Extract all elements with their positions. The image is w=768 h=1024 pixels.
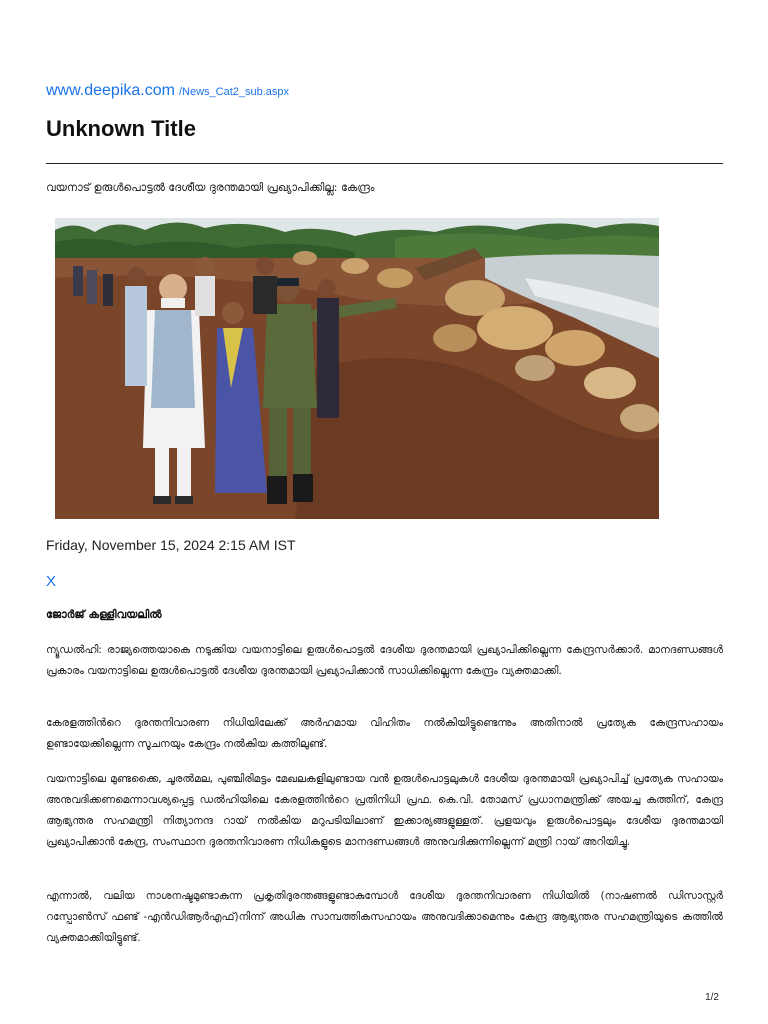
article-paragraph: വയനാട്ടിലെ മുണ്ടക്കൈ, ചൂരൽമല, പുഞ്ചിരിമട്ടം മേഖലകളിലുണ്ടായ വൻ ഉരുൾപൊട്ടലുകൾ ദേശീയ ദുരന്തമായി പ്രഖ്യാപിച്ച് പ്രത്യേക സഹായം അനുവദിക്കണമെന്നാവശ്യപ്പെട്ട ഡൽഹിയിലെ കേരളത്തിൻറെ പ്രതിനിധി പ്രഫ. കെ.വി. തോമസ് പ്രധാനമന്ത്രിക്ക് അയച്ച കത്തിന്, കേന്ദ്ര ആഭ്യന്തര സഹമന്ത്രി നിത്യാനന്ദ റായ് നൽകിയ മറുപടിയിലാണ് ഇക്കാര്യങ്ങളുള്ളത്. പ്രളയവും ഉരുൾപൊട്ടലും ദേശീയ ദുരന്തമായി പ്രഖ്യാപിക്കാൻ കേന്ദ്ര, സംസ്ഥാന ദുരന്തനിവാരണ നിധികളുടെ മാനദണ്ഡങ്ങൾ അനുവദിക്കുന്നില്ലെന്ന് മന്ത്രി റായ് അറിയിച്ചു.: [46, 773, 723, 848]
news-photo: [55, 218, 659, 519]
source-line: [46, 82, 289, 100]
site-link[interactable]: www.deepika.com: [46, 82, 175, 99]
title-divider: [46, 163, 723, 164]
article-byline: ജോർജ് കള്ളിവയലിൽ: [46, 608, 162, 621]
page-number: 1/2: [705, 992, 719, 1003]
article-paragraph: കേരളത്തിൻറെ ദുരന്തനിവാരണ നിധിയിലേക്ക് അർഹമായ വിഹിതം നൽകിയിട്ടുണ്ടെന്നും അതിനാൽ പ്രത്യേക കേന്ദ്രസഹായം ഉണ്ടായേക്കില്ലെന്ന സൂചനയും കേന്ദ്രം നൽകിയ കത്തിലുണ്ട്.: [46, 717, 723, 750]
article-dateline: Friday, November 15, 2024 2:15 AM IST: [46, 537, 296, 553]
photo-illustration: [55, 218, 659, 519]
article-paragraph: എന്നാൽ, വലിയ നാശനഷ്ടമുണ്ടാകുന്ന പ്രകൃതിദുരന്തങ്ങളുണ്ടാകുമ്പോൾ ദേശീയ ദുരന്തനിവാരണ നിധിയിൽ (നാഷണൽ ഡിസാസ്റ്റർ റസ്പോൺസ് ഫണ്ട് -എൻഡിആർഎഫ്)നിന്ന് അധിക സാമ്പത്തികസഹായം അനുവദിക്കാമെന്നും കേന്ദ്ര ആഭ്യന്തര സഹമന്ത്രിയുടെ കത്തിൽ വ്യക്തമാക്കിയിട്ടുണ്ട്.: [46, 890, 723, 944]
article-paragraph: ന്യൂഡൽഹി: രാജ്യത്തെയാകെ നടുക്കിയ വയനാട്ടിലെ ഉരുൾപൊട്ടൽ ദേശീയ ദുരന്തമായി പ്രഖ്യാപിക്കില്ലെന്ന കേന്ദ്രസർക്കാർ. മാനദണ്ഡങ്ങൾ പ്രകാരം വയനാട്ടിലെ ഉരുൾപൊട്ടൽ ദേശീയ ദുരന്തമായി പ്രഖ്യാപിക്കാൻ സാധിക്കില്ലെന്ന കേന്ദ്രം വ്യക്തമാക്കി.: [46, 644, 723, 677]
x-share-link[interactable]: X: [46, 573, 57, 590]
site-path-link[interactable]: /News_Cat2_sub.aspx: [178, 86, 290, 98]
article-headline: വയനാട് ഉരുൾപൊട്ടൽ ദേശീയ ദുരന്തമായി പ്രഖ്യാപിക്കില്ല: കേന്ദ്രം: [46, 181, 375, 194]
page-title: Unknown Title: [46, 116, 196, 141]
document-page: [46, 0, 723, 1024]
